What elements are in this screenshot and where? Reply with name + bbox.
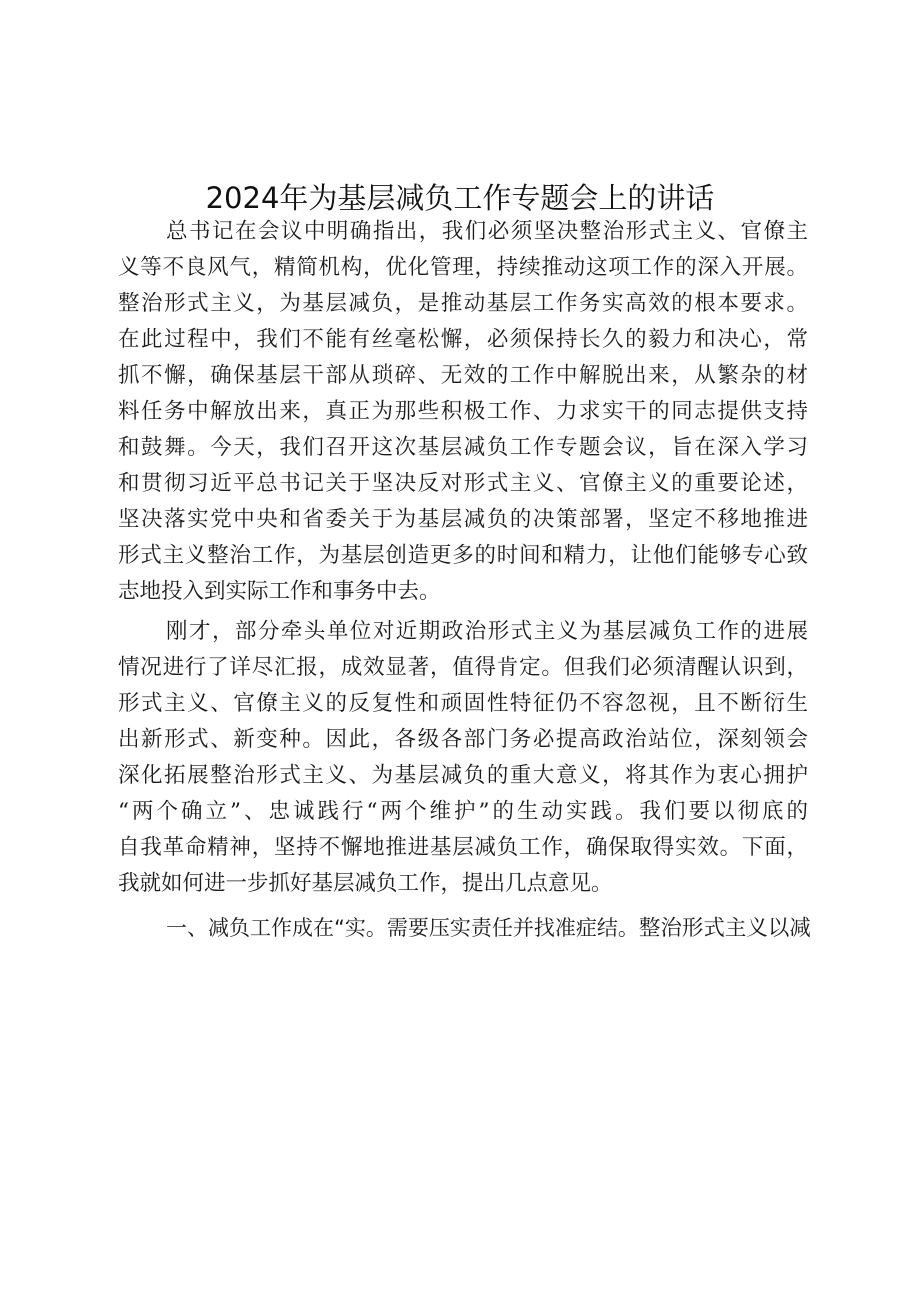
paragraph-1-line: 志地投入到实际工作和事务中去。	[118, 579, 441, 604]
paragraph-2-line: 我就如何进一步抓好基层减负工作，提出几点意见。	[118, 871, 613, 896]
paragraph-1-line: 料任务中解放出来，真正为那些积极工作、力求实干的同志提供支持	[118, 399, 808, 424]
paragraph-1-line: 形式主义整治工作，为基层创造更多的时间和精力，让他们能够专心致	[118, 543, 808, 568]
paragraph-2-line: “两个确立”、忠诚践行“两个维护”的生动实践。我们要以彻底的	[118, 799, 808, 824]
paragraph-1-line: 和鼓舞。今天，我们召开这次基层减负工作专题会议，旨在深入学习	[118, 435, 808, 460]
paragraph-1-line: 总书记在会议中明确指出，我们必须坚决整治形式主义、官僚主	[166, 219, 808, 244]
document-title: 2024年为基层减负工作专题会上的讲话	[205, 181, 715, 215]
paragraph-2-line: 深化拓展整治形式主义、为基层减负的重大意义，将其作为衷心拥护	[118, 763, 808, 788]
paragraph-1-line: 在此过程中，我们不能有丝毫松懈，必须保持长久的毅力和决心，常	[118, 327, 808, 352]
section-1-heading: 一、减负工作成在“实。需要压实责任并找准症结。	[166, 916, 639, 940]
paragraph-1-line: 抓不懈，确保基层干部从琐碎、无效的工作中解脱出来，从繁杂的材	[118, 363, 808, 388]
paragraph-2-line: 刚才，部分牵头单位对近期政治形式主义为基层减负工作的进展	[166, 619, 808, 644]
paragraph-2-line: 形式主义、官僚主义的反复性和顽固性特征仍不容忽视，且不断衍生	[118, 691, 808, 716]
paragraph-2-line: 出新形式、新变种。因此，各级各部门务必提高政治站位，深刻领会	[118, 727, 808, 752]
section-1-heading-line	[166, 910, 811, 947]
paragraph-2-line: 自我革命精神，坚持不懈地推进基层减负工作，确保取得实效。下面，	[118, 835, 808, 860]
paragraph-1-line: 坚决落实党中央和省委关于为基层减负的决策部署，坚定不移地推进	[118, 507, 808, 532]
paragraph-2-line: 情况进行了详尽汇报，成效显著，值得肯定。但我们必须清醒认识到，	[118, 655, 808, 680]
paragraph-1-line: 整治形式主义，为基层减负，是推动基层工作务实高效的根本要求。	[118, 291, 808, 316]
section-1-text: 整治形式主义以减	[638, 916, 811, 941]
paragraph-1-line: 和贯彻习近平总书记关于坚决反对形式主义、官僚主义的重要论述，	[118, 471, 808, 496]
paragraph-1-line: 义等不良风气，精简机构，优化管理，持续推动这项工作的深入开展。	[118, 255, 808, 280]
